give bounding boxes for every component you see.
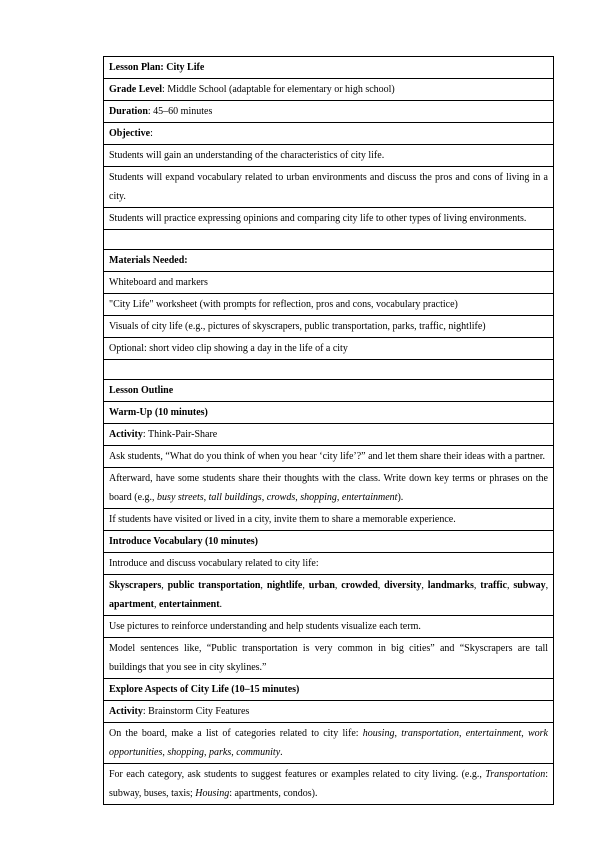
term: work opportunities bbox=[109, 728, 548, 758]
table-row bbox=[104, 57, 554, 79]
table-row bbox=[104, 79, 554, 101]
activity-label: Activity bbox=[109, 706, 143, 717]
warmup-activity bbox=[104, 424, 554, 446]
grade-text: : Middle School (adaptable for elementary or high school) bbox=[162, 84, 395, 95]
table-row bbox=[104, 638, 554, 679]
vocab-word: public transportation bbox=[167, 580, 261, 591]
vocab-heading-text: Introduce Vocabulary (10 minutes) bbox=[109, 536, 258, 547]
term: entertainment bbox=[465, 728, 522, 739]
vocab-word: apartment bbox=[109, 599, 154, 610]
term: tall buildings bbox=[208, 492, 262, 503]
term: shopping bbox=[167, 747, 205, 758]
table-row bbox=[104, 145, 554, 167]
objective-item: Students will expand vocabulary related to urban environments and discuss the pros and cons of living in a city. bbox=[104, 167, 554, 208]
text-segment: : subway, buses, taxis; bbox=[109, 769, 548, 799]
vocab-word: Skyscrapers bbox=[109, 580, 162, 591]
table-row bbox=[104, 701, 554, 723]
activity-label: Activity bbox=[109, 429, 143, 440]
term: crowds bbox=[266, 492, 296, 503]
vocab-heading bbox=[104, 531, 554, 553]
vocab-word: diversity bbox=[384, 580, 422, 591]
outline-heading bbox=[104, 380, 554, 402]
term: parks bbox=[209, 747, 232, 758]
explore-heading bbox=[104, 679, 554, 701]
table-row bbox=[104, 272, 554, 294]
explore-heading-text: Explore Aspects of City Life (10–15 minutes) bbox=[109, 684, 300, 695]
blank-row bbox=[104, 230, 554, 250]
text-segment: ). bbox=[397, 492, 404, 503]
objective-item: Students will practice expressing opinions and comparing city life to other types of living environments. bbox=[104, 208, 554, 230]
vocab-word: landmarks bbox=[427, 580, 474, 591]
table-row bbox=[104, 446, 554, 468]
vocab-paragraph: Use pictures to reinforce understanding and help students visualize each term. bbox=[104, 616, 554, 638]
warmup-heading bbox=[104, 402, 554, 424]
blank-cell bbox=[104, 230, 554, 250]
term: busy streets bbox=[157, 492, 204, 503]
table-row bbox=[104, 402, 554, 424]
objective-label: Objective bbox=[109, 128, 151, 139]
materials-item: Whiteboard and markers bbox=[104, 272, 554, 294]
explore-activity bbox=[104, 701, 554, 723]
materials-item: "City Life" worksheet (with prompts for reflection, pros and cons, vocabulary practice) bbox=[104, 294, 554, 316]
duration-text: : 45–60 minutes bbox=[147, 106, 213, 117]
vocab-intro: Introduce and discuss vocabulary related to city life: bbox=[104, 553, 554, 575]
table-row bbox=[104, 167, 554, 208]
objective-item: Students will gain an understanding of the characteristics of city life. bbox=[104, 145, 554, 167]
warmup-paragraph: Afterward, have some students share their thoughts with the class. Write down key terms or phrases on the board (e.g., busy streets, tall buildings, crowds, shopping, entertainment). bbox=[104, 468, 554, 509]
duration-label: Duration bbox=[109, 106, 148, 117]
table-row bbox=[104, 101, 554, 123]
vocab-word: crowded bbox=[341, 580, 378, 591]
table-row bbox=[104, 509, 554, 531]
lesson-title bbox=[104, 57, 554, 79]
table-row bbox=[104, 338, 554, 360]
activity-text: : Brainstorm City Features bbox=[142, 706, 250, 717]
objective-colon: : bbox=[150, 128, 153, 139]
grade-level-row bbox=[104, 79, 554, 101]
term: Housing bbox=[195, 788, 230, 799]
objective-heading bbox=[104, 123, 554, 145]
table-row bbox=[104, 316, 554, 338]
activity-text: : Think-Pair-Share bbox=[142, 429, 218, 440]
warmup-heading-text: Warm-Up (10 minutes) bbox=[109, 407, 208, 418]
text-segment: : apartments, condos). bbox=[229, 788, 318, 799]
table-row bbox=[104, 575, 554, 616]
text-segment: Afterward, have some students share their thoughts with the class. Write down key terms or phrases on the board (e.g., bbox=[109, 473, 548, 503]
term: housing bbox=[362, 728, 395, 739]
title-text: Lesson Plan: City Life bbox=[109, 62, 205, 73]
materials-item: Visuals of city life (e.g., pictures of skyscrapers, public transportation, parks, traffic, nightlife) bbox=[104, 316, 554, 338]
grade-label: Grade Level bbox=[109, 84, 163, 95]
table-row bbox=[104, 531, 554, 553]
explore-paragraph: On the board, make a list of categories related to city life: housing, transportation, entertainment, work opportunities, shopping, parks, community. bbox=[104, 723, 554, 764]
table-row bbox=[104, 553, 554, 575]
table-row bbox=[104, 424, 554, 446]
warmup-paragraph: Ask students, “What do you think of when you hear ‘city life’?” and let them share their ideas with a partner. bbox=[104, 446, 554, 468]
materials-heading bbox=[104, 250, 554, 272]
term: shopping bbox=[300, 492, 337, 503]
lesson-plan-table bbox=[103, 56, 554, 805]
table-row bbox=[104, 294, 554, 316]
warmup-paragraph: If students have visited or lived in a city, invite them to share a memorable experience. bbox=[104, 509, 554, 531]
vocab-word-list: Skyscrapers, public transportation, nightlife, urban, crowded, diversity, landmarks, traffic, subway, apartment, entertainment. bbox=[104, 575, 554, 616]
blank-row bbox=[104, 360, 554, 380]
vocab-word: traffic bbox=[480, 580, 507, 591]
outline-heading-text: Lesson Outline bbox=[109, 385, 174, 396]
table-row bbox=[104, 679, 554, 701]
text-segment: . bbox=[280, 747, 283, 758]
table-row bbox=[104, 723, 554, 764]
vocab-paragraph: Model sentences like, “Public transportation is very common in big cities” and “Skyscrapers are tall buildings that you see in city skylines.” bbox=[104, 638, 554, 679]
text-segment: For each category, ask students to suggest features or examples related to city living. (e.g., bbox=[109, 769, 486, 780]
blank-cell bbox=[104, 360, 554, 380]
vocab-word: nightlife bbox=[266, 580, 303, 591]
materials-heading-text: Materials Needed: bbox=[109, 255, 188, 266]
table-row bbox=[104, 764, 554, 805]
explore-paragraph bbox=[104, 764, 554, 805]
vocab-word: subway bbox=[513, 580, 546, 591]
term: entertainment bbox=[341, 492, 398, 503]
term: community bbox=[236, 747, 281, 758]
term: Transportation bbox=[485, 769, 546, 780]
text-segment: On the board, make a list of categories related to city life: bbox=[109, 728, 363, 739]
vocab-word: urban bbox=[308, 580, 335, 591]
duration-row bbox=[104, 101, 554, 123]
term: transportation bbox=[401, 728, 459, 739]
table-row bbox=[104, 250, 554, 272]
materials-item: Optional: short video clip showing a day in the life of a city bbox=[104, 338, 554, 360]
table-row bbox=[104, 380, 554, 402]
table-row bbox=[104, 616, 554, 638]
table-row bbox=[104, 123, 554, 145]
table-row bbox=[104, 468, 554, 509]
vocab-word: entertainment bbox=[159, 599, 220, 610]
table-row bbox=[104, 208, 554, 230]
